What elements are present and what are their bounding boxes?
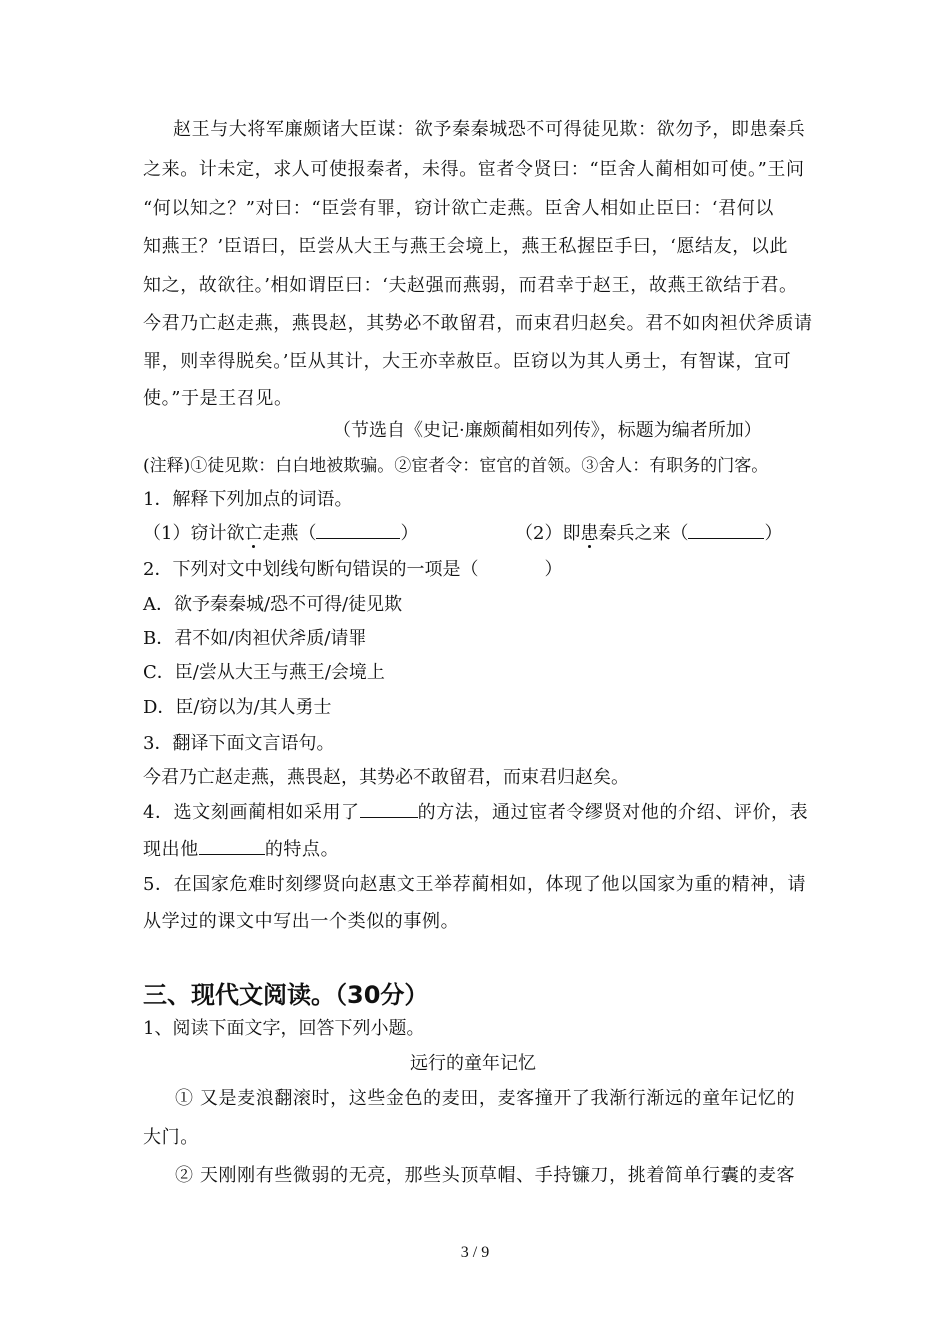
passage-line-8: 使。”于是王召见。 [143,388,293,409]
q1-item1-suffix: 走燕（ [262,523,317,544]
section-3-instruction: 1、阅读下面文字，回答下列小题。 [143,1018,425,1039]
question-4-line-1 [143,799,808,826]
question-2-option-a: A．欲予秦秦城/恐不可得/徒见欺 [143,594,403,615]
passage-line-3: “何以知之？”对曰：“臣尝有罪，窃计欲亡走燕。臣舍人相如止臣曰：‘君何以 [143,198,774,219]
question-4-line-2 [143,836,339,863]
q4-blank-2[interactable] [199,836,265,855]
q1-item2-close: ） [764,523,783,544]
question-5-line-2: 从学过的课文中写出一个类似的事例。 [143,911,460,932]
question-1-item-1 [143,520,418,547]
passage-line-2: 之来。计未定，求人可使报秦者，未得。宦者令贤曰：“臣舍人蔺相如可使。”王问 [143,159,805,180]
passage-line-7: 罪，则幸得脱矣。’臣从其计，大王亦幸赦臣。臣窃以为其人勇士，有智谋，宜可 [143,351,792,372]
article-paragraph-1-line-2: 大门。 [143,1127,199,1148]
question-2-title [143,557,562,583]
question-2-option-b: B．君不如/肉袒伏斧质/请罪 [143,628,367,649]
q1-item2-suffix: 秦兵之来（ [598,523,689,544]
question-3-sentence: 今君乃亡赵走燕，燕畏赵，其势必不敢留君，而束君归赵矣。 [143,767,629,788]
q1-item1-answer-blank[interactable] [316,520,400,539]
q4-text-3: 现出他 [143,839,199,860]
q4-blank-1[interactable] [360,799,418,818]
passage-line-5: 知之，故欲往。’相如谓臣曰：‘夫赵强而燕弱，而君幸于赵王，故燕王欲结于君。 [143,275,798,296]
passage-source: （节选自《史记·廉颇蔺相如列传》，标题为编者所加） [333,420,762,441]
page-number: 3 / 9 [460,1244,490,1261]
question-5-line-1: 5．在国家危难时刻缪贤向赵惠文王举荐蔺相如，体现了他以国家为重的精神，请 [143,874,807,895]
q2-title-close: ） [544,559,563,580]
question-3-title: 3．翻译下面文言语句。 [143,733,335,754]
question-1-title: 1．解释下列加点的词语。 [143,489,353,510]
q1-item1-close: ） [400,523,419,544]
article-paragraph-2-line-1: ② 天刚刚有些微弱的无亮，那些头顶草帽、手持镰刀，挑着简单行囊的麦客 [175,1165,796,1186]
passage-notes: (注释)①徒见欺：白白地被欺骗。②宦者令：宦官的首领。③舍人：有职务的门客。 [143,456,769,476]
article-title: 远行的童年记忆 [410,1053,536,1074]
passage-line-6: 今君乃亡赵走燕，燕畏赵，其势必不敢留君，而束君归赵矣。君不如肉袒伏斧质请 [143,313,813,334]
section-3-heading: 三、现代文阅读。（30分） [143,981,429,1009]
question-2-option-c: C．臣/尝从大王与燕王/会境上 [143,662,385,683]
q1-item1-prefix: （1）窃计欲 [143,523,245,544]
q4-text-1: 4．选文刻画蔺相如采用了 [143,802,360,823]
q2-title-text: 2．下列对文中划线句断句错误的一项是（ [143,559,479,580]
passage-line-4: 知燕王？’臣语曰，臣尝从大王与燕王会境上，燕王私握臣手曰，‘愿结友，以此 [143,236,789,257]
q1-item1-dotted-word: 亡 [244,523,263,544]
q1-item2-answer-blank[interactable] [688,520,764,539]
passage-line-1: 赵王与大将军廉颇诸大臣谋：欲予秦秦城恐不可得徒见欺：欲勿予，即患秦兵 [173,119,806,140]
question-2-option-d: D．臣/窃以为/其人勇士 [143,697,332,718]
q4-text-4: 的特点。 [264,839,340,860]
q1-item2-dotted-word: 患 [580,523,599,544]
q4-text-2: 的方法，通过宦者令缪贤对他的介绍、评价，表 [417,802,809,823]
question-1-item-2 [515,520,782,547]
article-paragraph-1-line-1: ① 又是麦浪翻滚时，这些金色的麦田，麦客撞开了我渐行渐远的童年记忆的 [175,1088,796,1109]
q1-item2-prefix: （2）即 [515,523,581,544]
